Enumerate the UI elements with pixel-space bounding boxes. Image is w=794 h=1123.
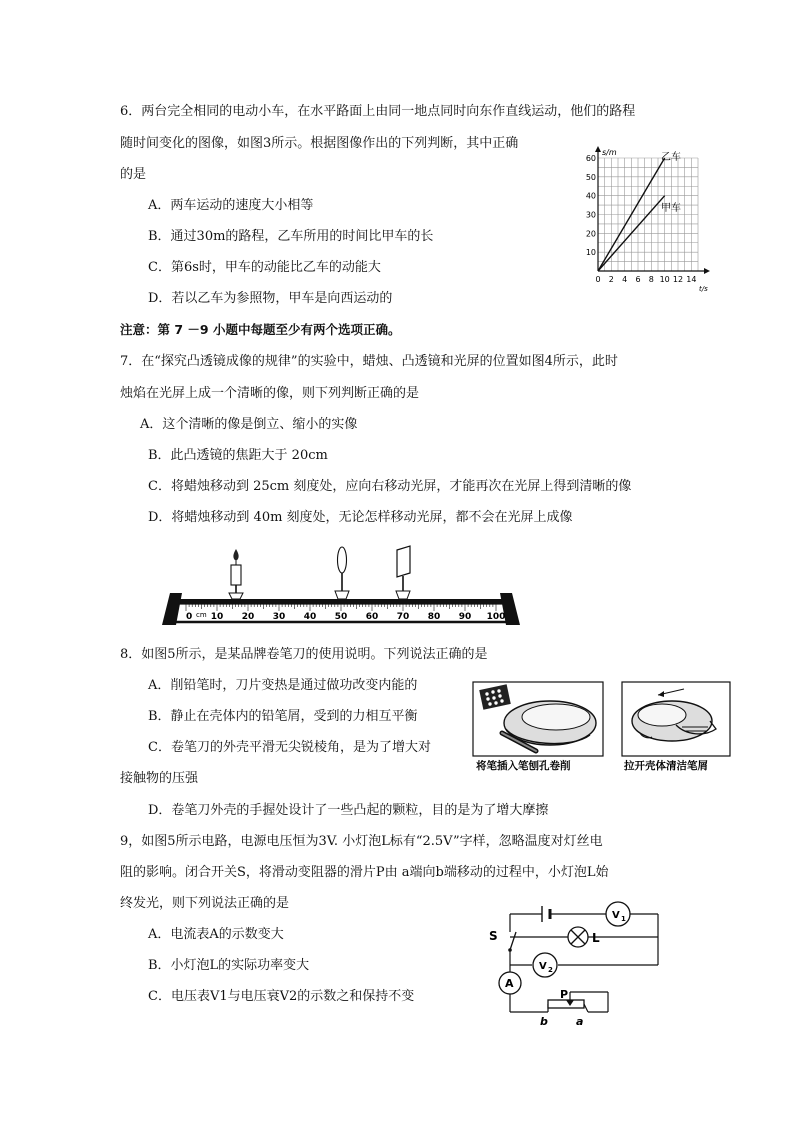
- lamp-label: L: [592, 931, 600, 945]
- bench-tick-label: 20: [241, 612, 255, 622]
- q8-option-b: B．静止在壳体内的铅笔屑，受到的力相互平衡: [148, 709, 418, 724]
- q9-stem-line-3: 终发光，则下列说法正确的是: [120, 896, 290, 911]
- optical-bench-svg: [160, 543, 520, 631]
- bench-tick-label: 10: [210, 612, 224, 622]
- q9-stem-line-2: 阻的影响。闭合开关S，将滑动变阻器的滑片P由 a端向b端移动的过程中，小灯泡L始: [120, 865, 609, 880]
- q7-stem-line-1: 7．在“探究凸透镜成像的规律”的实验中，蜡烛、凸透镜和光屏的位置如图4所示，此时: [120, 354, 618, 369]
- switch-blade: [510, 932, 516, 950]
- v2-subscript: 2: [548, 966, 553, 974]
- y-tick-label: 50: [586, 172, 596, 182]
- y-axis-label: s/m: [602, 148, 617, 157]
- q6-option-a: A．两车运动的速度大小相等: [148, 198, 314, 213]
- slider-p-label: P: [560, 988, 569, 1001]
- x-tick-label: 2: [608, 275, 614, 284]
- figure-4-optical-bench: [160, 543, 520, 631]
- x-axis-arrow: [704, 268, 710, 274]
- y-axis-arrow: [595, 146, 601, 152]
- y-tick-label: 40: [586, 191, 596, 201]
- ammeter-label: A: [505, 977, 514, 990]
- x-tick-label: 14: [686, 275, 697, 284]
- q6-option-c: C．第6s时，甲车的动能比乙车的动能大: [148, 260, 381, 275]
- q9-option-a: A．电流表A的示数变大: [148, 927, 284, 942]
- q7-stem-line-2: 烛焰在光屏上成一个清晰的像，则下列判断正确的是: [120, 386, 420, 401]
- x-tick-label: 0: [595, 275, 601, 284]
- v2-label: V: [539, 961, 547, 972]
- bench-tick-label: 90: [458, 612, 472, 622]
- bench-tick-label: 60: [365, 612, 379, 622]
- sharpener-caption-right: 拉开壳体清洁笔屑: [624, 760, 708, 772]
- q8-stem: 8．如图5所示，是某品牌卷笔刀的使用说明。下列说法正确的是: [120, 647, 488, 662]
- q8-option-c: C．卷笔刀的外壳平滑无尖锐棱角，是为了增大对: [148, 740, 431, 755]
- sharpener-caption-left: 将笔插入笔刨孔卷削: [476, 760, 571, 772]
- multi-answer-note: 注意：第 7 －9 小题中每题至少有两个选项正确。: [120, 322, 401, 337]
- y-tick-label: 30: [586, 210, 596, 220]
- sharpener-svg: [472, 681, 732, 773]
- q7-option-b: B．此凸透镜的焦距大于 20cm: [148, 448, 328, 463]
- circuit-svg: [484, 900, 664, 1030]
- q7-option-d: D．将蜡烛移动到 40m 刻度处，无论怎样移动光屏，都不会在光屏上成像: [148, 510, 573, 525]
- x-tick-label: 4: [622, 275, 628, 284]
- y-tick-label: 60: [586, 154, 596, 163]
- end-b-label: b: [540, 1015, 548, 1028]
- q7-option-a: A．这个清晰的像是倒立、缩小的实像: [140, 417, 358, 432]
- q9-stem-line-1: 9，如图5所示电路，电源电压恒为3V. 小灯泡L标有“2.5V”字样，忽略温度对灯丝电: [120, 834, 603, 849]
- convex-lens: [335, 547, 349, 599]
- bench-tick-label: 80: [427, 612, 441, 622]
- figure-5-sharpener: [472, 681, 732, 773]
- switch-label: S: [489, 929, 498, 943]
- x-axis-label: t/s: [699, 285, 708, 293]
- q9-option-b: B．小灯泡L的实际功率变大: [148, 958, 310, 973]
- q9-option-c: C．电压表V1与电压衰V2的示数之和保持不变: [148, 989, 415, 1004]
- bench-tick-label: 100: [486, 612, 506, 622]
- q7-option-c: C．将蜡烛移动到 25cm 刻度处，应向右移动光屏，才能再次在光屏上得到清晰的像: [148, 479, 632, 494]
- x-tick-label: 10: [659, 275, 670, 284]
- q6-option-d: D．若以乙车为参照物，甲车是向西运动的: [148, 291, 393, 306]
- light-screen: [396, 546, 410, 599]
- x-tick-label: 8: [648, 275, 654, 284]
- bench-tick-label: 50: [334, 612, 348, 622]
- y-tick-label: 20: [586, 229, 596, 239]
- v1-label: V: [612, 910, 620, 921]
- v1-subscript: 1: [621, 915, 626, 923]
- q6-stem-line-3: 的是: [120, 167, 147, 182]
- st-graph-svg: [586, 144, 712, 294]
- end-a-label: a: [576, 1015, 584, 1028]
- x-tick-label: 12: [672, 275, 684, 284]
- bench-tick-label: 0: [186, 612, 193, 622]
- x-tick-label: 6: [635, 275, 641, 284]
- q6-stem-line-1: 6．两台完全相同的电动小车，在水平路面上由同一地点同时向东作直线运动，他们的路程: [120, 104, 636, 119]
- line-yi-label: 乙车: [661, 152, 681, 163]
- circuit-diagram: [484, 900, 664, 1030]
- y-tick-label: 10: [586, 248, 596, 258]
- candle: [229, 549, 243, 599]
- bench-tick-label: 40: [303, 612, 317, 622]
- bench-unit: cm: [196, 611, 207, 619]
- q6-option-b: B．通过30m的路程，乙车所用的时间比甲车的长: [148, 229, 434, 244]
- q6-stem-line-2: 随时间变化的图像，如图3所示。根据图像作出的下列判断，其中正确: [120, 136, 519, 151]
- bench-tick-label: 30: [272, 612, 286, 622]
- rheostat: [548, 1000, 584, 1008]
- figure-3-st-graph: [586, 144, 712, 294]
- line-jia-label: 甲车: [661, 203, 681, 214]
- q8-option-a: A．削铅笔时，刀片变热是通过做功改变内能的: [148, 678, 418, 693]
- bench-tick-label: 70: [396, 612, 410, 622]
- q8-option-c-cont: 接触物的压强: [120, 771, 199, 786]
- bench-rail-top: [172, 599, 510, 604]
- q8-option-d: D．卷笔刀外壳的手握处设计了一些凸起的颗粒，目的是为了增大摩擦: [148, 803, 549, 818]
